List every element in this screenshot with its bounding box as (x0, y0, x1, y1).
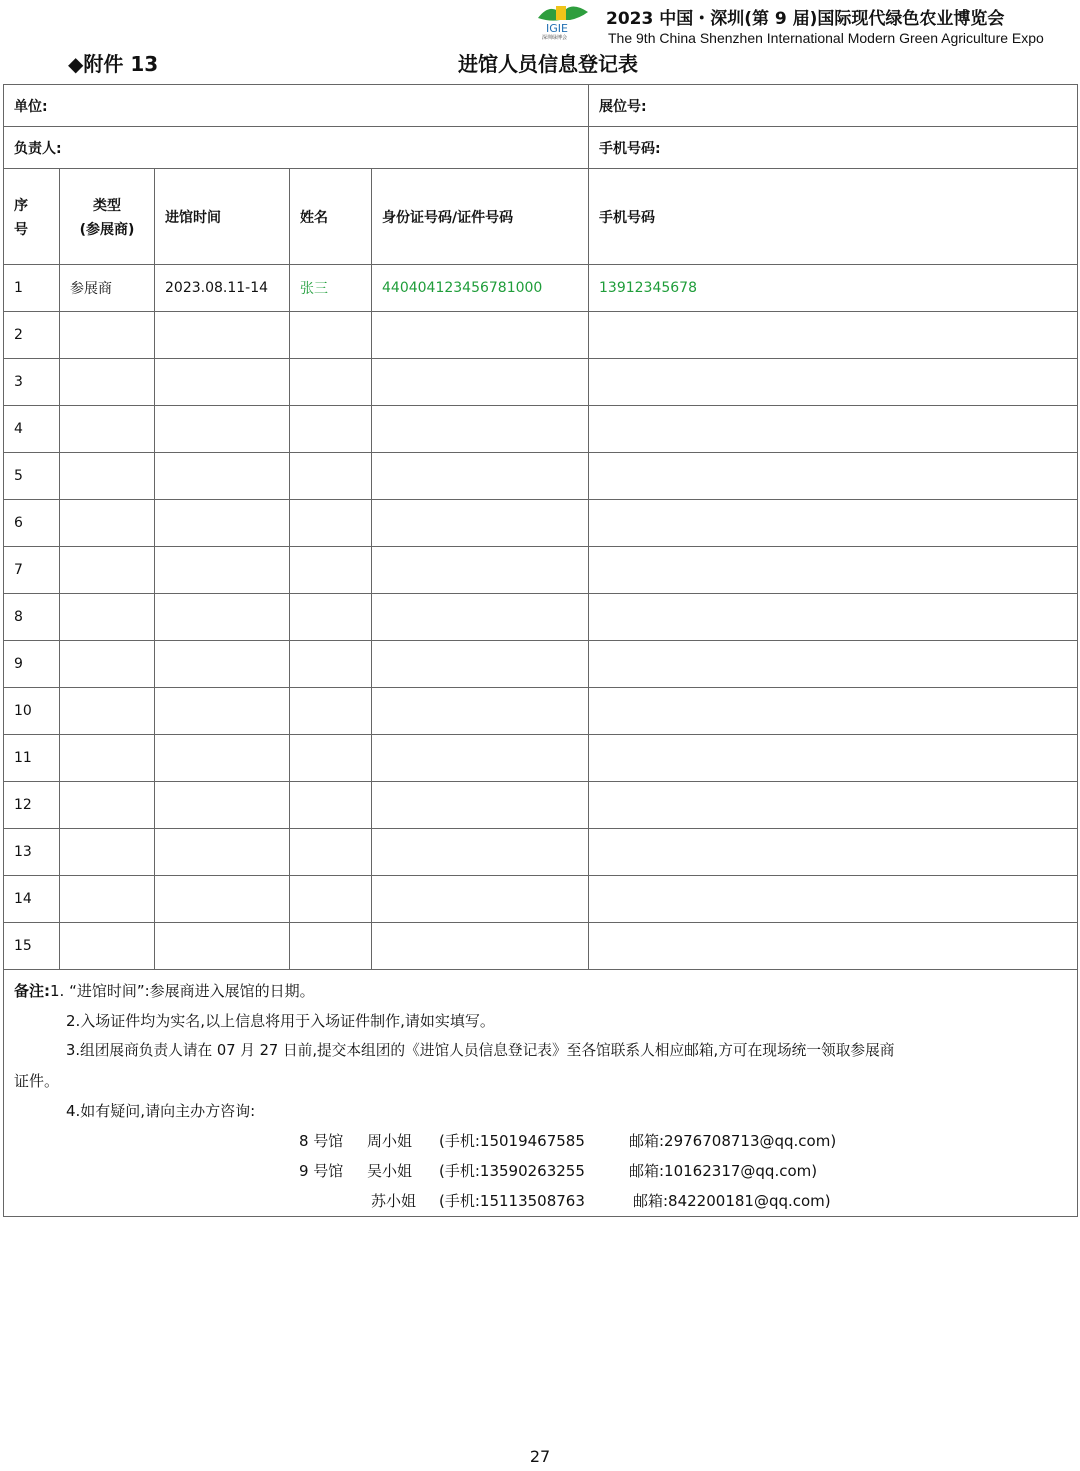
cell-entry-time[interactable] (155, 547, 290, 594)
note-2: 2.入场证件均为实名,以上信息将用于入场证件制作,请如实填写。 (66, 1012, 495, 1030)
cell-name[interactable] (290, 688, 372, 735)
booth-field[interactable] (589, 85, 1078, 127)
col-header-name: 姓名 (290, 169, 372, 265)
cell-seq[interactable]: 7 (4, 547, 60, 594)
cell-type[interactable] (60, 735, 155, 782)
cell-entry-time[interactable] (155, 500, 290, 547)
col-header-entry-time: 进馆时间 (155, 169, 290, 265)
cell-id-number[interactable] (372, 594, 589, 641)
logo-text: IGIE (546, 22, 568, 35)
table-row (4, 312, 1078, 359)
cell-type[interactable] (60, 500, 155, 547)
notes-label: 备注: (14, 982, 50, 1000)
cell-seq[interactable]: 11 (4, 735, 60, 782)
contact-email: 邮箱:10162317@qq.com) (629, 1162, 818, 1180)
cell-type[interactable] (60, 688, 155, 735)
cell-seq[interactable]: 2 (4, 312, 60, 359)
cell-seq[interactable]: 3 (4, 359, 60, 406)
cell-phone[interactable] (589, 312, 1078, 359)
cell-type[interactable] (60, 923, 155, 970)
cell-entry-time[interactable] (155, 453, 290, 500)
contact-name: 周小姐 (367, 1132, 413, 1150)
table-row (4, 735, 1078, 782)
cell-name[interactable] (290, 782, 372, 829)
cell-id-number[interactable] (372, 359, 589, 406)
note-1: 1. “进馆时间”:参展商进入展馆的日期。 (50, 982, 315, 1000)
cell-name[interactable] (290, 359, 372, 406)
cell-seq[interactable]: 13 (4, 829, 60, 876)
cell-type[interactable] (60, 641, 155, 688)
note-3: 3.组团展商负责人请在 07 月 27 日前,提交本组团的《进馆人员信息登记表》至各馆联系人相应邮箱,方可在现场统一领取参展商 (66, 1042, 895, 1059)
manager-phone-label: 手机号码: (599, 140, 661, 157)
cell-seq[interactable]: 12 (4, 782, 60, 829)
cell-phone[interactable] (589, 829, 1078, 876)
manager-phone-field[interactable] (589, 127, 1078, 169)
table-row (4, 547, 1078, 594)
cell-entry-time[interactable] (155, 312, 290, 359)
note-4: 4.如有疑问,请向主办方咨询: (66, 1102, 256, 1120)
contact-line (14, 1186, 1067, 1216)
cell-phone[interactable] (589, 688, 1078, 735)
cell-name[interactable] (290, 594, 372, 641)
cell-entry-time[interactable] (155, 359, 290, 406)
table-row (4, 923, 1078, 970)
table-row (4, 453, 1078, 500)
cell-name[interactable] (290, 829, 372, 876)
col-header-id-number: 身份证号码/证件号码 (372, 169, 589, 265)
contact-line (14, 1126, 1067, 1156)
table-row (4, 782, 1078, 829)
contact-phone: (手机:15113508763 (439, 1192, 585, 1210)
cell-name[interactable] (290, 312, 372, 359)
table-row (4, 359, 1078, 406)
cell-entry-time[interactable] (155, 829, 290, 876)
col-header-seq: 序 号 (4, 169, 60, 265)
table-row (4, 641, 1078, 688)
cell-type[interactable] (60, 406, 155, 453)
registration-table (3, 84, 1078, 1217)
cell-phone[interactable] (589, 359, 1078, 406)
cell-seq[interactable]: 10 (4, 688, 60, 735)
booth-label: 展位号: (599, 98, 647, 115)
note-3-cont: 证件。 (14, 1072, 60, 1090)
cell-entry-time[interactable] (155, 735, 290, 782)
expo-title-en: The 9th China Shenzhen International Modern Green Agriculture Expo (608, 30, 1044, 46)
cell-phone[interactable] (589, 876, 1078, 923)
cell-phone[interactable] (589, 782, 1078, 829)
contact-name: 吴小姐 (367, 1162, 413, 1180)
contact-phone: (手机:13590263255 (439, 1162, 585, 1180)
cell-id-number[interactable] (372, 547, 589, 594)
contact-hall: 8 号馆 (299, 1132, 344, 1150)
cell-phone[interactable] (589, 500, 1078, 547)
col-header-phone: 手机号码 (589, 169, 1078, 265)
manager-field[interactable] (4, 127, 589, 169)
table-row (4, 688, 1078, 735)
page-title: 进馆人员信息登记表 (458, 52, 638, 76)
cell-id-number[interactable] (372, 500, 589, 547)
expo-logo-icon (530, 0, 600, 40)
cell-phone[interactable] (589, 923, 1078, 970)
table-row (4, 876, 1078, 923)
cell-name[interactable] (290, 453, 372, 500)
cell-seq[interactable]: 9 (4, 641, 60, 688)
cell-seq[interactable]: 6 (4, 500, 60, 547)
cell-id-number[interactable] (372, 782, 589, 829)
cell-type[interactable] (60, 782, 155, 829)
attachment-label: ◆附件 13 (68, 52, 159, 76)
cell-id-number[interactable] (372, 876, 589, 923)
cell-type[interactable] (60, 312, 155, 359)
logo-subtext: 深圳绿博会 (542, 35, 568, 40)
cell-seq[interactable]: 1 (4, 265, 60, 312)
unit-field[interactable] (4, 85, 589, 127)
cell-entry-time[interactable] (155, 594, 290, 641)
contact-phone: (手机:15019467585 (439, 1132, 585, 1150)
manager-label: 负责人: (14, 140, 62, 157)
cell-phone[interactable] (589, 547, 1078, 594)
cell-type[interactable] (60, 594, 155, 641)
table-row (4, 265, 1078, 312)
cell-name[interactable] (290, 406, 372, 453)
cell-name[interactable]: 张三 (290, 265, 372, 312)
cell-name[interactable] (290, 876, 372, 923)
cell-id-number[interactable] (372, 829, 589, 876)
cell-seq[interactable]: 8 (4, 594, 60, 641)
contact-email: 邮箱:2976708713@qq.com) (629, 1132, 837, 1150)
cell-phone[interactable] (589, 594, 1078, 641)
cell-id-number[interactable] (372, 312, 589, 359)
cell-phone[interactable]: 13912345678 (589, 265, 1078, 312)
page-number: 27 (529, 1447, 551, 1466)
cell-id-number[interactable] (372, 923, 589, 970)
cell-type[interactable] (60, 359, 155, 406)
cell-id-number[interactable] (372, 735, 589, 782)
col-header-type: 类型 (参展商) (60, 169, 155, 265)
cell-id-number[interactable] (372, 453, 589, 500)
cell-phone[interactable] (589, 641, 1078, 688)
cell-seq[interactable]: 5 (4, 453, 60, 500)
cell-seq[interactable]: 15 (4, 923, 60, 970)
cell-entry-time[interactable] (155, 782, 290, 829)
cell-phone[interactable] (589, 406, 1078, 453)
cell-phone[interactable] (589, 453, 1078, 500)
cell-id-number[interactable]: 440404123456781000 (372, 265, 589, 312)
cell-name[interactable] (290, 735, 372, 782)
cell-type[interactable] (60, 829, 155, 876)
cell-entry-time[interactable]: 2023.08.11-14 (155, 265, 290, 312)
table-row (4, 406, 1078, 453)
expo-title-cn: 2023 中国・深圳(第 9 届)国际现代绿色农业博览会 (606, 9, 1005, 29)
contact-email: 邮箱:842200181@qq.com) (633, 1192, 831, 1210)
cell-entry-time[interactable] (155, 923, 290, 970)
cell-name[interactable] (290, 923, 372, 970)
cell-name[interactable] (290, 641, 372, 688)
contact-line (14, 1156, 1067, 1186)
cell-type[interactable] (60, 453, 155, 500)
cell-entry-time[interactable] (155, 406, 290, 453)
cell-id-number[interactable] (372, 406, 589, 453)
cell-name[interactable] (290, 547, 372, 594)
contact-name: 苏小姐 (371, 1192, 417, 1210)
cell-entry-time[interactable] (155, 688, 290, 735)
table-row (4, 500, 1078, 547)
cell-type[interactable] (60, 547, 155, 594)
cell-entry-time[interactable] (155, 876, 290, 923)
cell-seq[interactable]: 4 (4, 406, 60, 453)
cell-type[interactable] (60, 876, 155, 923)
unit-label: 单位: (14, 98, 48, 115)
cell-entry-time[interactable] (155, 641, 290, 688)
cell-type[interactable]: 参展商 (60, 265, 155, 312)
table-row (4, 594, 1078, 641)
cell-id-number[interactable] (372, 688, 589, 735)
cell-phone[interactable] (589, 735, 1078, 782)
table-row (4, 829, 1078, 876)
cell-seq[interactable]: 14 (4, 876, 60, 923)
cell-id-number[interactable] (372, 641, 589, 688)
notes-section (4, 970, 1078, 1217)
contact-hall: 9 号馆 (299, 1162, 344, 1180)
cell-name[interactable] (290, 500, 372, 547)
